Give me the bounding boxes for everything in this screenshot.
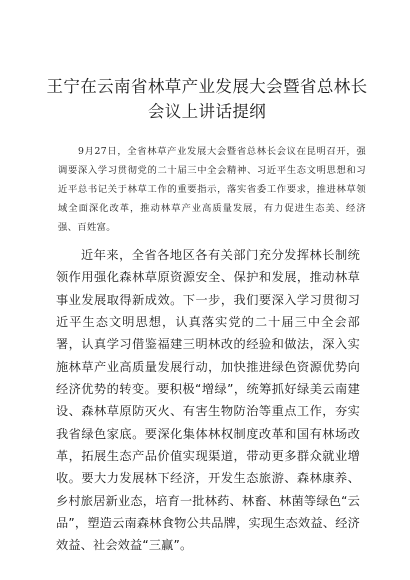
body-paragraph: 近年来，全省各地区各有关部门充分发挥林长制统领作用强化森林草原资源安全、保护和发展，推动林草事业发展取得新成效。下一步，我们要深入学习贯彻习近平生态文明思想，认真落实党的二十届三中全会部署，认真学习借鉴福建三明林改的经验和做法，深入实施林草产业高质量发展行动，加快推进绿色资源优势向经济优势的转变。要积极“增绿”，统筹抓好绿美云南建设、森林草原防灭火、有害生物防治等重点工作，夯实我省绿色家底。要深化集体林权制度改革和国有林场改革，拓展生态产品价值实现渠道，带动更多群众就业增收。要大力发展林下经济，开发生态旅游、森林康养、乡村旅居新业态，培育一批林药、林畜、林菌等绿色“云品”，塑造云南森林食物公共品牌，实现生态效益、经济效益、社会效益“三赢”。 — [56, 248, 360, 553]
lead-paragraph: 9月27日，全省林草产业发展大会暨省总林长会议在昆明召开，强调要深入学习贯彻党的二十届三中全会精神、习近平生态文明思想和习近平总书记关于林草工作的重要指示，落实省委工作要求，推进林草领域全面深化改革，推动林草产业高质量发展，有力促进生态美、经济强、百姓富。 — [58, 146, 366, 233]
document-title: 王宁在云南省林草产业发展大会暨省总林长会议上讲话提纲 — [46, 77, 368, 121]
